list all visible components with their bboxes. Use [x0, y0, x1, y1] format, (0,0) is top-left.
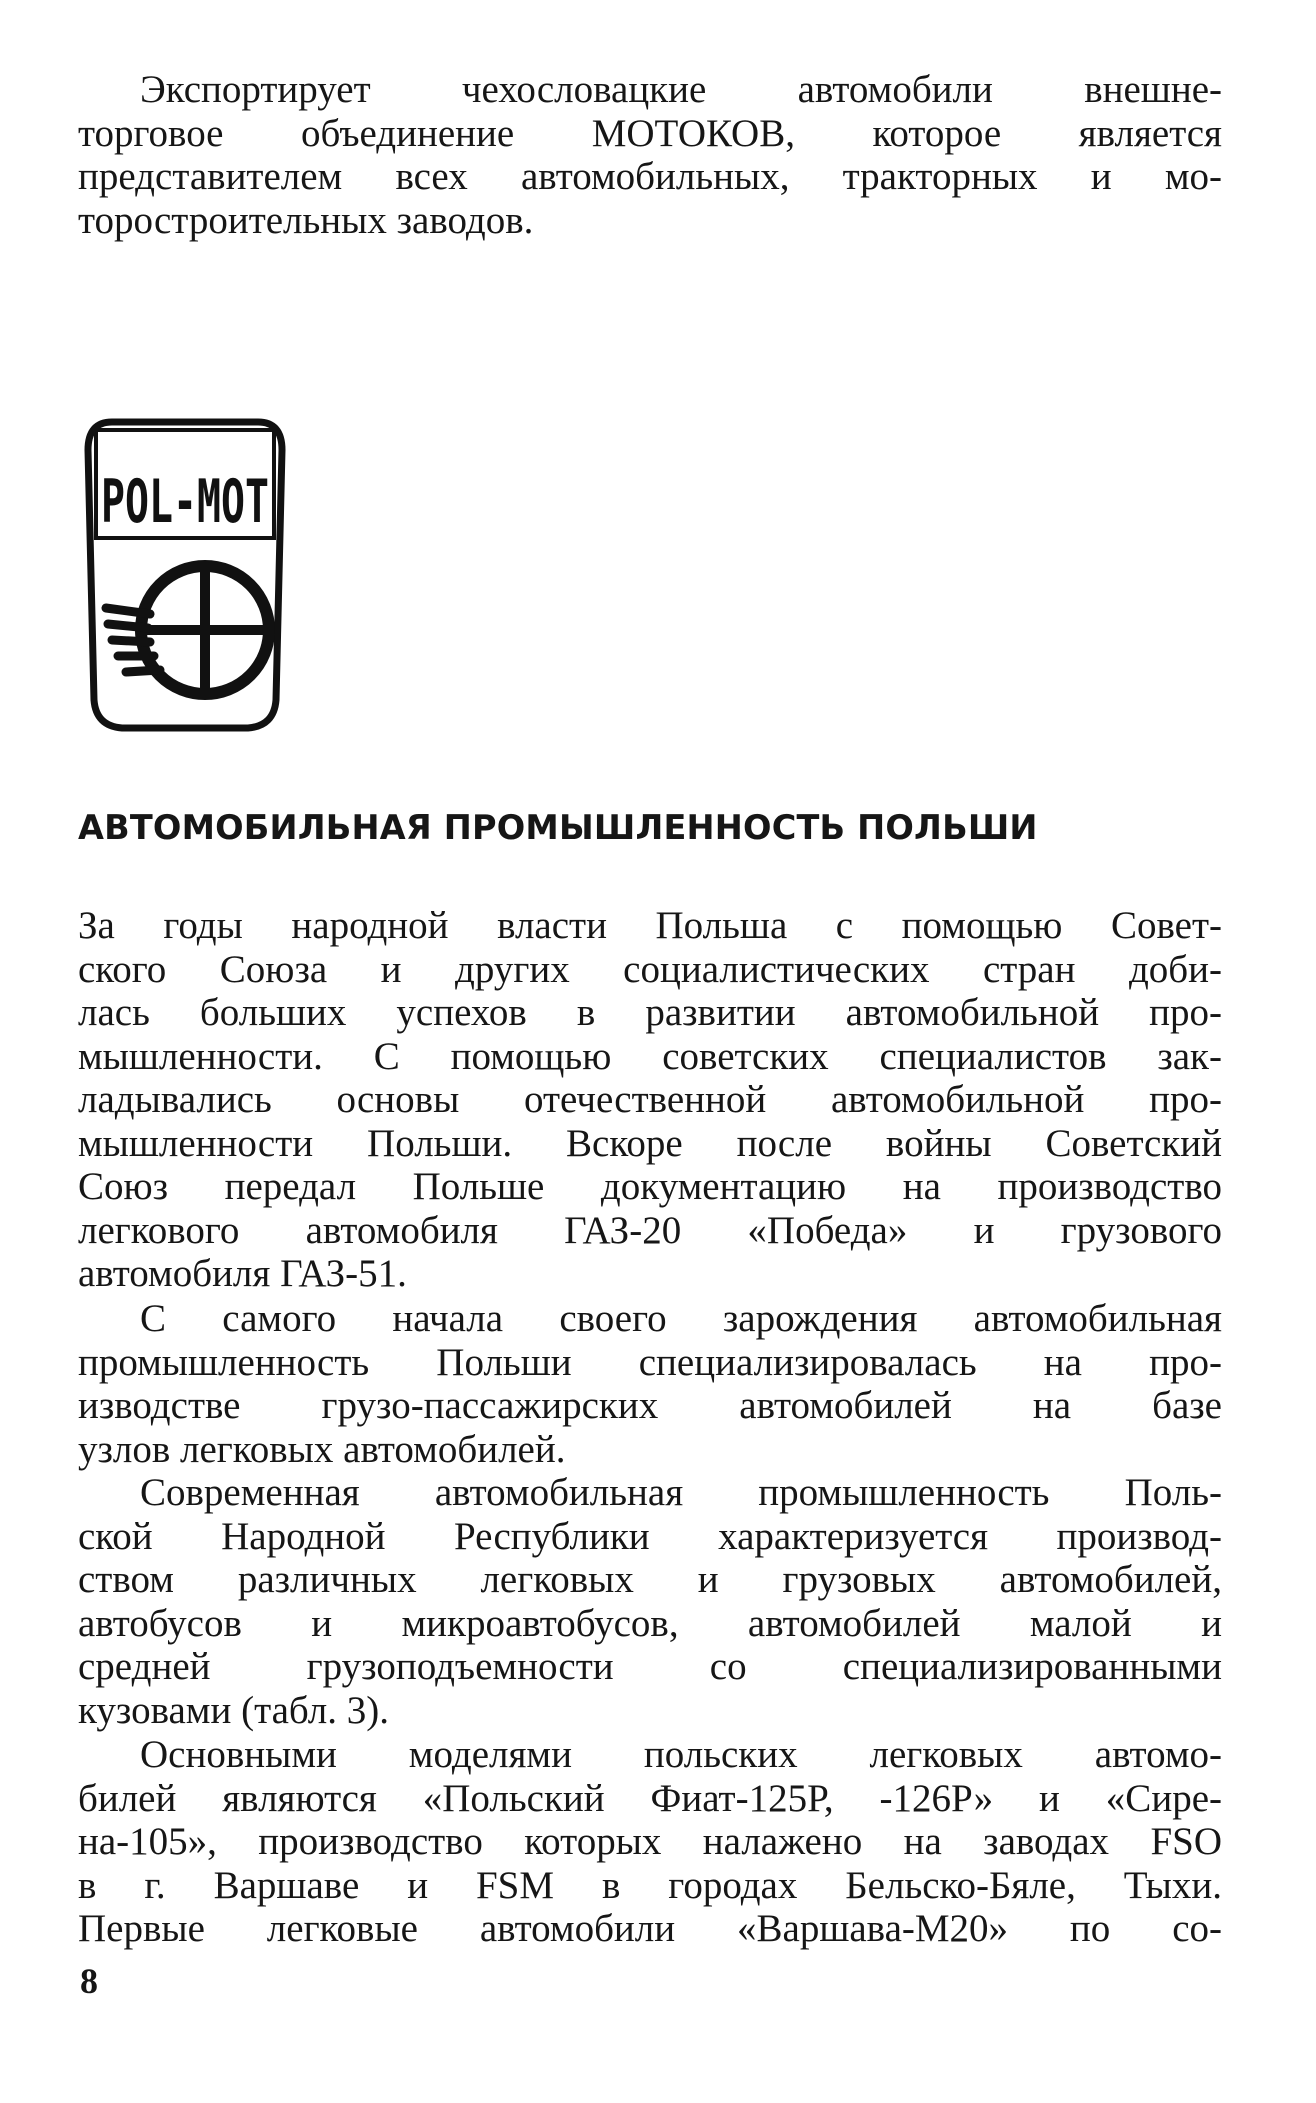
logo-text: POL-MOT [101, 467, 269, 537]
text-line: ской Народной Республики характеризуется производ- [78, 1514, 1222, 1558]
text-line: изводстве грузо-пассажирских автомобилей на базе [78, 1384, 1222, 1427]
text-line: Первые легковые автомобили «Варшава-М20» по со- [78, 1907, 1222, 1950]
paragraph-3 [78, 1471, 1222, 1732]
text-line: Союз передал Польше документацию на производство [78, 1165, 1222, 1208]
text-line: автомобиля ГАЗ-51. [78, 1252, 407, 1295]
text-line: кузовами (табл. 3). [78, 1688, 389, 1732]
text-line: ством различных легковых и грузовых автомобилей, [78, 1558, 1222, 1601]
intro-paragraph [78, 68, 1222, 242]
paragraph-4 [78, 1733, 1222, 1951]
page-number: 8 [80, 1961, 98, 2001]
text-line: легкового автомобиля ГАЗ-20 «Победа» и грузового [78, 1208, 1222, 1252]
text-line: лась больших успехов в развитии автомобильной про- [78, 991, 1222, 1034]
text-line: торговое объединение МОТОКОВ, которое является [78, 111, 1222, 155]
text-line: Экспортирует чехословацкие автомобили внешне- [140, 68, 1222, 111]
text-line: узлов легковых автомобилей. [78, 1427, 566, 1471]
text-line: За годы народной власти Польша с помощью Совет- [78, 904, 1222, 947]
text-line: представителем всех автомобильных, тракторных и мо- [78, 155, 1222, 198]
polmot-logo [82, 418, 288, 734]
paragraph-1 [78, 904, 1222, 1296]
polmot-emblem-icon [82, 418, 288, 734]
paragraph-2 [78, 1297, 1222, 1471]
section-heading: АВТОМОБИЛЬНАЯ ПРОМЫШЛЕННОСТЬ ПОЛЬШИ [78, 808, 1038, 847]
text-line: ладывались основы отечественной автомобильной про- [78, 1078, 1222, 1121]
text-line: ского Союза и других социалистических стран доби- [78, 947, 1222, 991]
text-line: билей являются «Польский Фиат-125Р, -126Р» и «Сире- [78, 1776, 1222, 1820]
text-line: Основными моделями польских легковых автомо- [140, 1733, 1222, 1776]
text-line: в г. Варшаве и FSM в городах Бельско-Бяле, Тыхи. [78, 1863, 1222, 1907]
text-line: мышленности Польши. Вскоре после войны Советский [78, 1121, 1222, 1165]
text-line: на-105», производство которых налажено на заводах FSO [78, 1820, 1222, 1863]
text-line: мышленности. С помощью советских специалистов зак- [78, 1034, 1222, 1078]
text-line: автобусов и микроавтобусов, автомобилей малой и [78, 1601, 1222, 1645]
text-line: Современная автомобильная промышленность Поль- [140, 1471, 1222, 1514]
text-line: средней грузоподъемности со специализированными [78, 1645, 1222, 1688]
text-line: торостроительных заводов. [78, 198, 534, 242]
text-line: С самого начала своего зарождения автомобильная [140, 1297, 1222, 1340]
text-line: промышленность Польши специализировалась на про- [78, 1340, 1222, 1384]
